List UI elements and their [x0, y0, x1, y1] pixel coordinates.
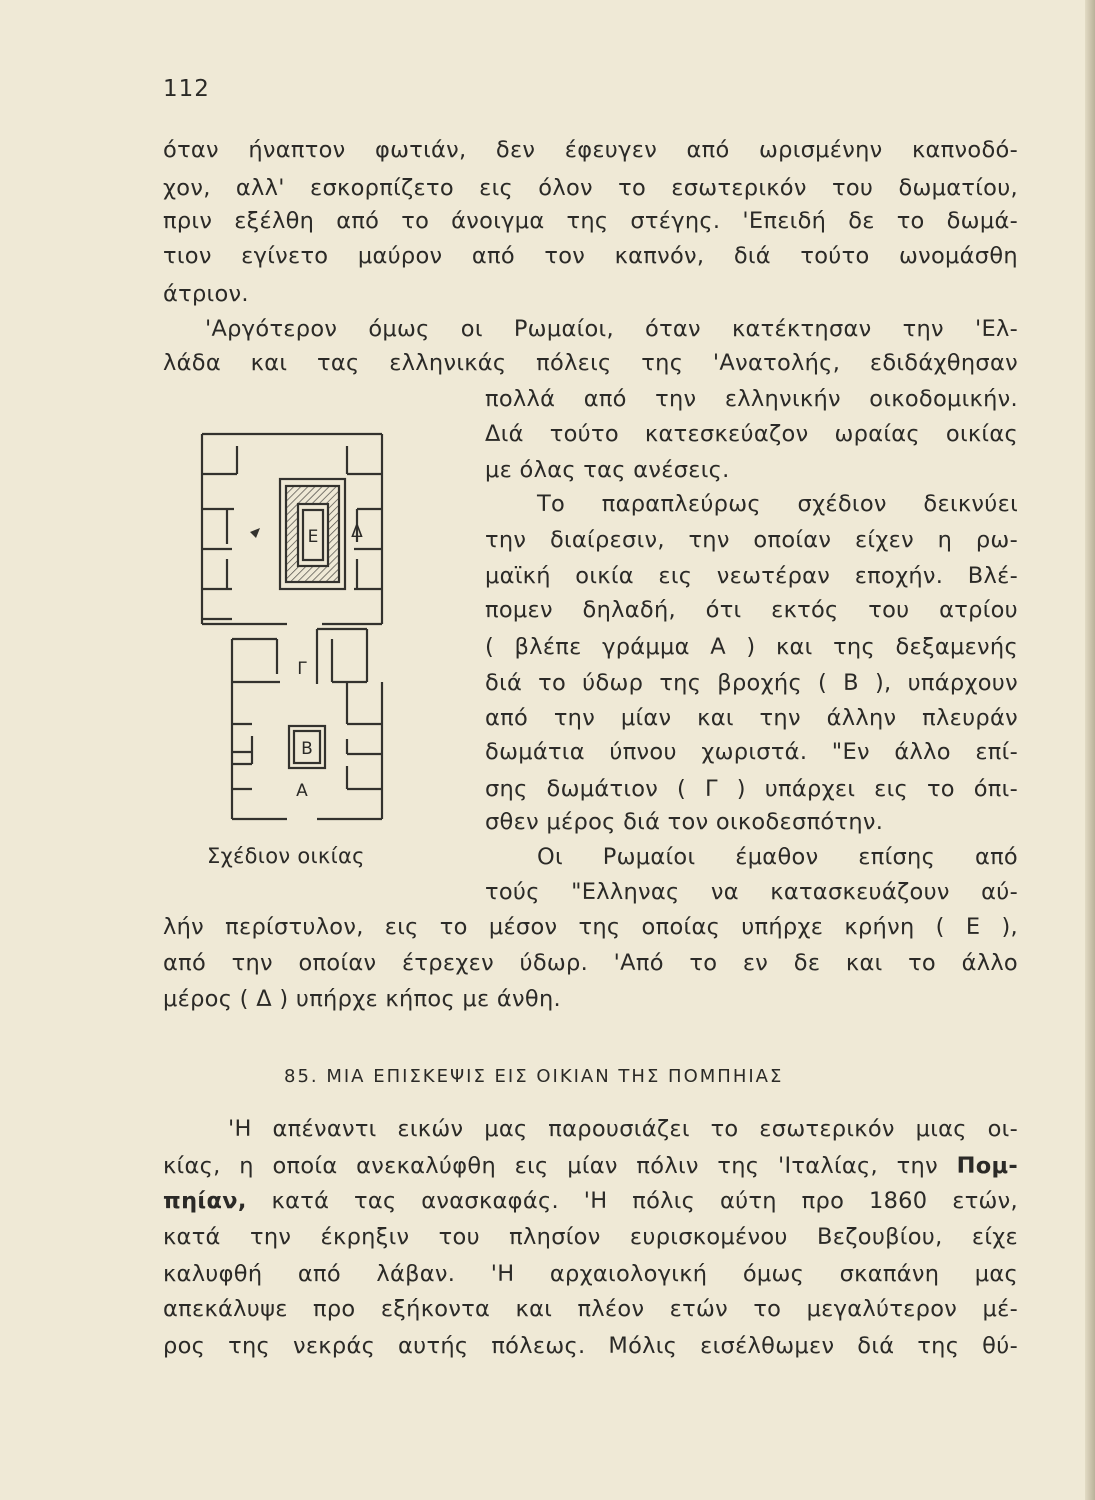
- label-e: Ε: [307, 527, 319, 547]
- text-line: δωμάτια ύπνου χωριστά. "Εν άλλο επί-: [485, 739, 1018, 765]
- text-span: κίας, η οποία ανεκαλύφθη εις μίαν πόλιν της 'Ιταλίας, την: [163, 1153, 938, 1179]
- text-line: πριν εξέλθη από το άνοιγμα της στέγης. 'Επειδή δε το δωμά-: [163, 208, 1018, 234]
- text-line: Οι Ρωμαίοι έμαθον επίσης από: [537, 844, 1018, 870]
- text-line: καλυφθή από λάβαν. 'Η αρχαιολογική όμως σκαπάνη μας: [163, 1261, 1018, 1287]
- text-line: [163, 1187, 1018, 1215]
- text-line: μαϊκή οικία εις νεωτέραν εποχήν. Βλέ-: [485, 563, 1018, 589]
- text-line: από την οποίαν έτρεχεν ύδωρ. 'Από το εν δε και το άλλο: [163, 950, 1018, 976]
- text-line: από την μίαν και την άλλην πλευράν: [485, 705, 1018, 731]
- text-line: σθεν μέρος διά τον οικοδεσπότην.: [485, 809, 884, 835]
- text-line: ρος της νεκράς αυτής πόλεως. Μόλις εισέλθωμεν διά της θύ-: [163, 1333, 1018, 1359]
- text-line: ( βλέπε γράμμα Α ) και της δεξαμενής: [485, 634, 1018, 660]
- text-line: χον, αλλ' εσκορπίζετο εις όλον το εσωτερικόν του δωματίου,: [163, 175, 1018, 201]
- text-span: κατά τας ανασκαφάς. 'Η πόλις αύτη προ 1860 ετών,: [271, 1188, 1018, 1214]
- text-line: με όλας τας ανέσεις.: [485, 457, 730, 483]
- figure-caption: Σχέδιον οικίας: [207, 844, 365, 868]
- label-b: Β: [301, 739, 313, 759]
- text-line: τούς "Ελληνας να κατασκευάζουν αύ-: [485, 879, 1018, 905]
- text-line: Διά τούτο κατεσκεύαζον ωραίας οικίας: [485, 421, 1018, 447]
- label-g: Γ: [297, 659, 307, 679]
- text-line: μέρος ( Δ ) υπήρχε κήπος με άνθη.: [163, 986, 562, 1012]
- bold-word: πηίαν,: [163, 1188, 247, 1214]
- text-line: κατά την έκρηξιν του πλησίον ευρισκομένου Βεζουβίου, είχε: [163, 1224, 1018, 1250]
- text-line: πομεν δηλαδή, ότι εκτός του ατρίου: [485, 597, 1018, 623]
- text-line: 'Η απέναντι εικών μας παρουσιάζει το εσωτερικόν μιας οι-: [228, 1116, 1018, 1142]
- label-a: Α: [296, 781, 308, 801]
- text-line: λήν περίστυλον, εις το μέσον της οποίας υπήρχε κρήνη ( Ε ),: [163, 914, 1018, 940]
- text-line: όταν ήναπτον φωτιάν, δεν έφευγεν από ωρισμένην καπνοδό-: [163, 137, 1018, 163]
- marker-icon: [250, 528, 260, 538]
- label-d: Δ: [351, 522, 363, 542]
- text-line: απεκάλυψε προ εξήκοντα και πλέον ετών το μεγαλύτερον μέ-: [163, 1296, 1018, 1322]
- text-line: σης δωμάτιον ( Γ ) υπάρχει εις το όπι-: [485, 776, 1018, 802]
- text-line: [163, 1152, 1018, 1180]
- text-line: άτριον.: [163, 281, 249, 307]
- section-heading: 85. ΜΙΑ ΕΠΙΣΚΕΨΙΣ ΕΙΣ ΟΙΚΙΑΝ ΤΗΣ ΠΟΜΠΗΙΑΣ: [284, 1066, 784, 1087]
- page-edge: [1085, 0, 1095, 1500]
- text-line: τιον εγίνετο μαύρον από τον καπνόν, διά τούτο ωνομάσθη: [163, 243, 1018, 269]
- text-line: 'Αργότερον όμως οι Ρωμαίοι, όταν κατέκτησαν την 'Ελ-: [205, 316, 1018, 342]
- text-line: διά το ύδωρ της βροχής ( Β ), υπάρχουν: [485, 670, 1018, 696]
- text-line: πολλά από την ελληνικήν οικοδομικήν.: [485, 386, 1018, 412]
- text-line: λάδα και τας ελληνικάς πόλεις της 'Ανατολής, εδιδάχθησαν: [163, 350, 1018, 376]
- text-line: την διαίρεσιν, την οποίαν είχεν η ρω-: [485, 527, 1018, 553]
- house-plan-figure: [172, 424, 412, 834]
- bold-word: Πομ-: [956, 1153, 1018, 1179]
- page-number: 112: [163, 76, 210, 102]
- text-line: Το παραπλεύρως σχέδιον δεικνύει: [537, 491, 1018, 517]
